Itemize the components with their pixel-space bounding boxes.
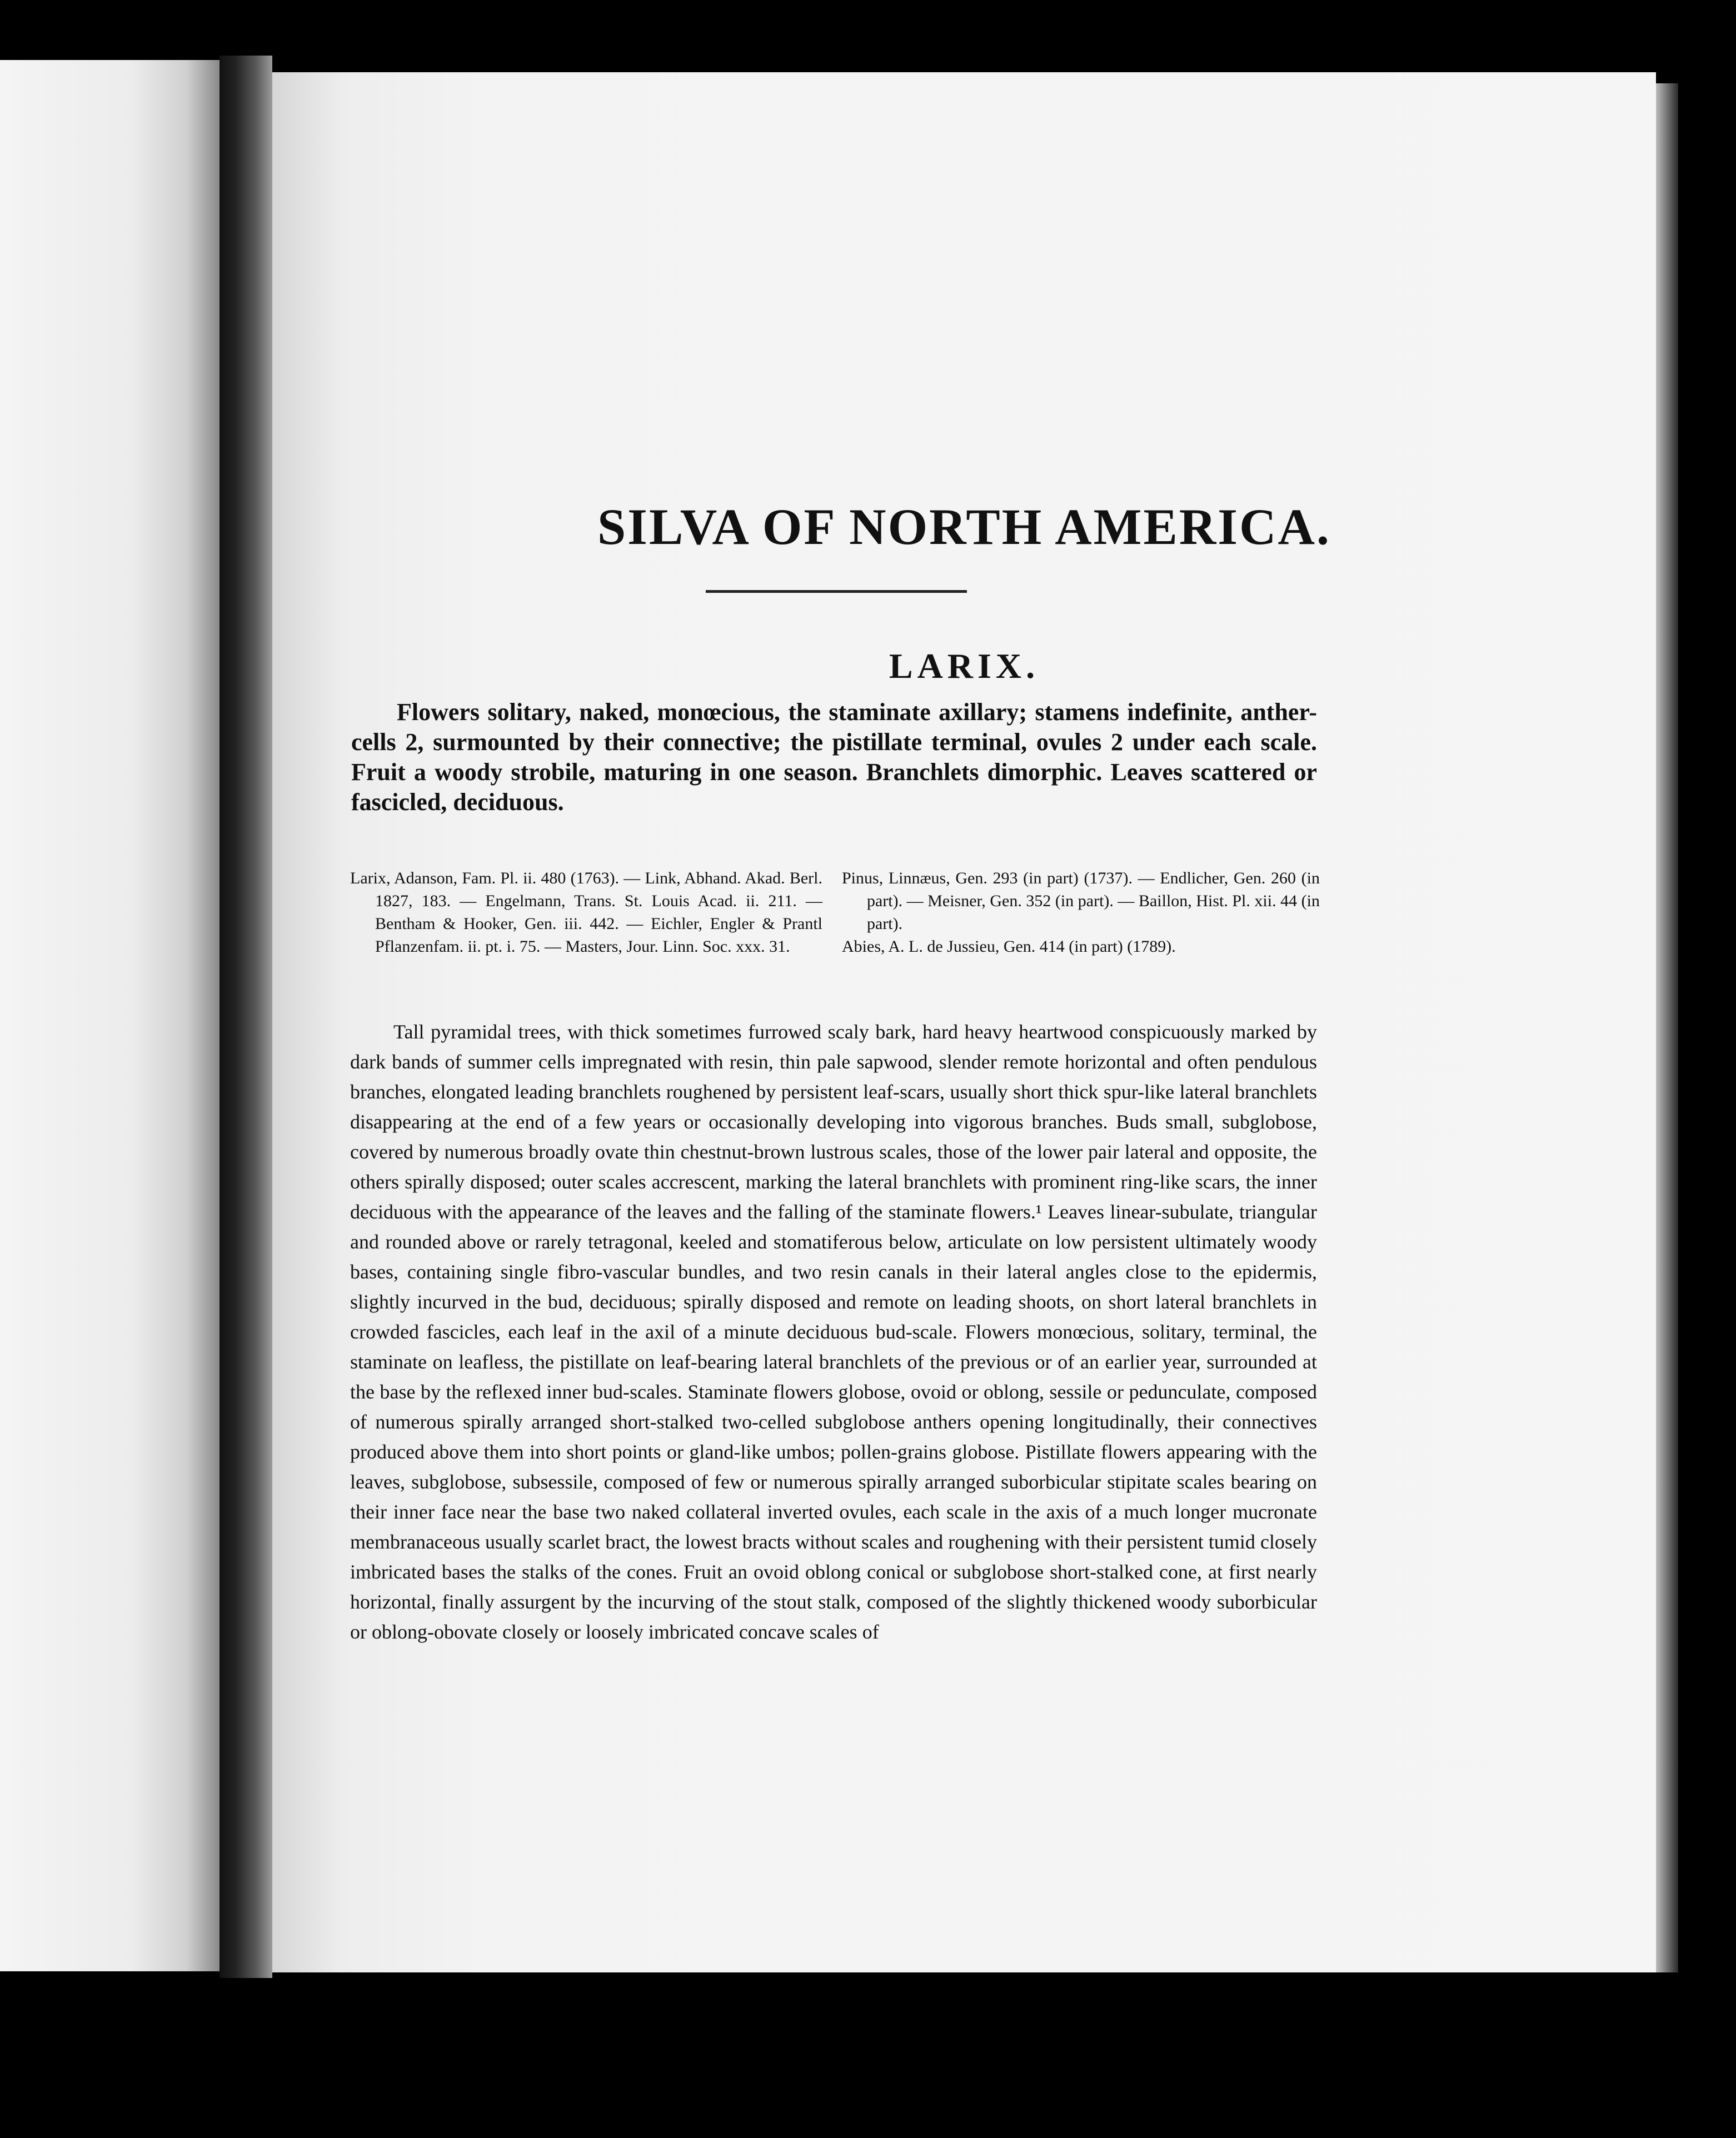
synonymy-entry: Abies, A. L. de Jussieu, Gen. 414 (in part) (1789). [842,937,1176,956]
previous-page-edge [0,60,220,1971]
page-title: SILVA OF NORTH AMERICA. [597,498,1331,555]
synonymy-right-column [842,867,1320,958]
book-gutter [220,56,272,1978]
page-right-edge [1656,83,1678,1972]
genus-description: Tall pyramidal trees, with thick sometimes furrowed scaly bark, hard heavy heartwood conspicuously marked by dark bands of summer cells impregnated with resin, thin pale sapwood, slender remote horizontal and often pendulous branches, elongated leading branchlets roughened by persistent leaf-scars, usually short thick spur-like lateral branchlets disappearing at the end of a few years or occasionally developing into vigorous branches. Buds small, subglobose, covered by numerous broadly ovate thin chestnut-brown lustrous scales, those of the lower pair lateral and opposite, the others spirally disposed; outer scales accrescent, marking the lateral branchlets with prominent ring-like scars, the inner deciduous with the appearance of the leaves and the falling of the staminate flowers.¹ Leaves linear-subulate, triangular and rounded above or rarely tetragonal, keeled and stomatiferous below, articulate on low persistent ultimately woody bases, containing single fibro-vascular bundles, and two resin canals in their lateral angles close to the epidermis, slightly incurved in the bud, deciduous; spirally disposed and remote on leading shoots, on short lateral branchlets in crowded fascicles, each leaf in the axil of a minute deciduous bud-scale. Flowers monœcious, solitary, terminal, the staminate on leafless, the pistillate on leaf-bearing lateral branchlets of the previous or of an earlier year, surrounded at the base by the reflexed inner bud-scales. Staminate flowers globose, ovoid or oblong, sessile or pedunculate, composed of numerous spirally arranged short-stalked two-celled subglobose anthers opening longitudinally, their connectives produced above them into short points or gland-like umbos; pollen-grains globose. Pistillate flowers appearing with the leaves, subglobose, subsessile, composed of few or numerous spirally arranged suborbicular stipitate scales bearing on their inner face near the base two naked collateral inverted ovules, each scale in the axis of a much longer mucronate membranaceous usually scarlet bract, the lowest bracts without scales and roughening with their persistent tumid closely imbricated bases the stalks of the cones. Fruit an ovoid oblong conical or subglobose short-stalked cone, at first nearly horizontal, finally assurgent by the incurving of the stout stalk, composed of the slightly thickened woody suborbicular or oblong-obovate closely or loosely imbricated concave scales of [350,1021,1317,1643]
title-divider [706,590,967,593]
synonymy-entry: Pinus, Linnæus, Gen. 293 (in part) (1737). — Endlicher, Gen. 260 (in part). — Meisner, Gen. 352 (in part). — Baillon, Hist. Pl. xii. 44 (in part). [842,869,1320,933]
synonymy-left-column [350,867,822,958]
synonymy-entry: Larix, Adanson, Fam. Pl. ii. 480 (1763). — Link, Abhand. Akad. Berl. 1827, 183. — Engelmann, Trans. St. Louis Acad. ii. 211. — Bentham & Hooker, Gen. iii. 442. — Eichler, Engler & Prantl Pflanzenfam. ii. pt. i. 75. — Masters, Jour. Linn. Soc. xxx. 31. [350,869,822,956]
genus-diagnosis: Flowers solitary, naked, monœcious, the staminate axillary; stamens indefinite, anther-cells 2, surmounted by their connective; the pistillate terminal, ovules 2 under each scale. Fruit a woody strobile, maturing in one season. Branchlets dimorphic. Leaves scattered or fascicled, deciduous. [351,698,1317,816]
genus-heading: LARIX. [889,646,1040,686]
